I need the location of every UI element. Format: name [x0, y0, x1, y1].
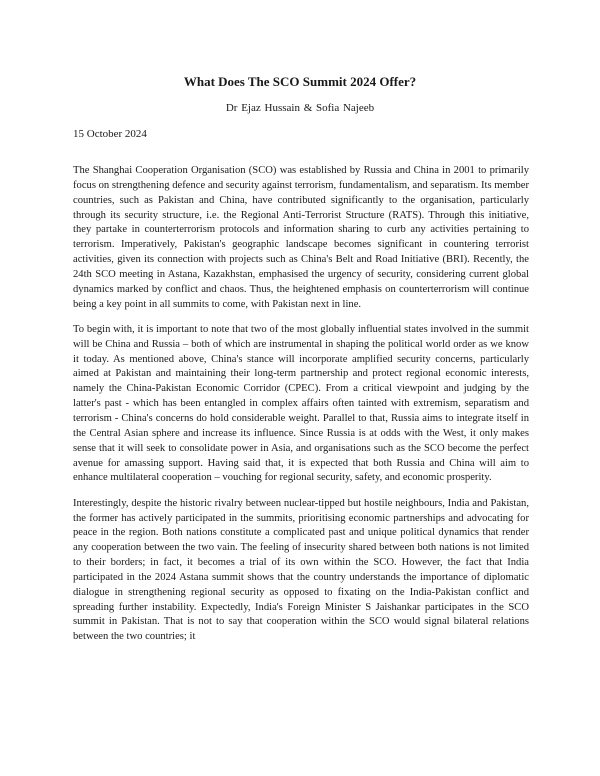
paragraph: To begin with, it is important to note that two of the most globally influential states involved in the summit will be China and Russia – both of which are instrumental in shaping the political world order as we know it today. As mentioned above, China's stance will incorporate amplified security concerns, particularly aimed at Pakistan and maintaining their long-term partnership and protect regional economic interests, namely the China-Pakistan Economic Corridor (CPEC). From a critical viewpoint and judging by the latter's past - which has been entangled in complex affairs often tainted with extremism, separatism and terrorism - China's concerns do hold considerable weight. Parallel to that, Russia aims to integrate itself in the Central Asian sphere and increase its influence. Since Russia is at odds with the West, it only makes sense that it will seek to consolidate power in Asia, and organisations such as the SCO become the perfect avenue for amassing support. Having said that, it is expected that both Russia and China will aim to enhance multilateral cooperation – vouching for regional security, safety, and economic prosperity. — [73, 323, 529, 484]
paragraph: Interestingly, despite the historic rivalry between nuclear-tipped but hostile neighbours, India and Pakistan, the former has actively participated in the summits, prioritising economic partnerships and advocating for peace in the region. Both nations constitute a complicated past and unique political dynamics that render any cooperation between the two vain. The feeling of insecurity shared between both nations is not limited to their borders; in fact, it becomes a trial of its own within the SCO. However, the fact that India participated in the 2024 Astana summit shows that the country understands the importance of diplomatic dialogue in strengthening regional security as opposed to fixating on the India-Pakistan conflict and spreading further instability. Expectedly, India's Foreign Minister S Jaishankar participates in the SCO summit in Pakistan. That is not to say that cooperation within the SCO would signal bilateral relations between the two countries; it — [73, 497, 529, 643]
article-body — [73, 164, 529, 656]
page-title: What Does The SCO Summit 2024 Offer? — [183, 74, 417, 89]
author-line: Dr Ejaz Hussain & Sofia Najeeb — [225, 102, 375, 114]
publication-date: 15 October 2024 — [73, 128, 147, 140]
paragraph: The Shanghai Cooperation Organisation (SCO) was established by Russia and China in 2001 to primarily focus on strengthening defence and security against terrorism, fundamentalism, and separatism. Its member countries, such as Pakistan and China, have contributed significantly to the organisation, particularly through its security structure, i.e. the Regional Anti-Terrorist Structure (RATS). Through this initiative, they partake in counterterrorism protocols and information sharing to curb any activities pertaining to terrorism. Imperatively, Pakistan's geographic landscape becomes significant in countering terrorist activities, given its connection with projects such as China's Belt and Road Initiative (BRI). Recently, the 24th SCO meeting in Astana, Kazakhstan, emphasised the urgency of security, considering current global dynamics marked by conflict and chaos. Thus, the heightened emphasis on counterterrorism will continue being a key point in all summits to come, with Pakistan next in line. — [73, 165, 529, 310]
